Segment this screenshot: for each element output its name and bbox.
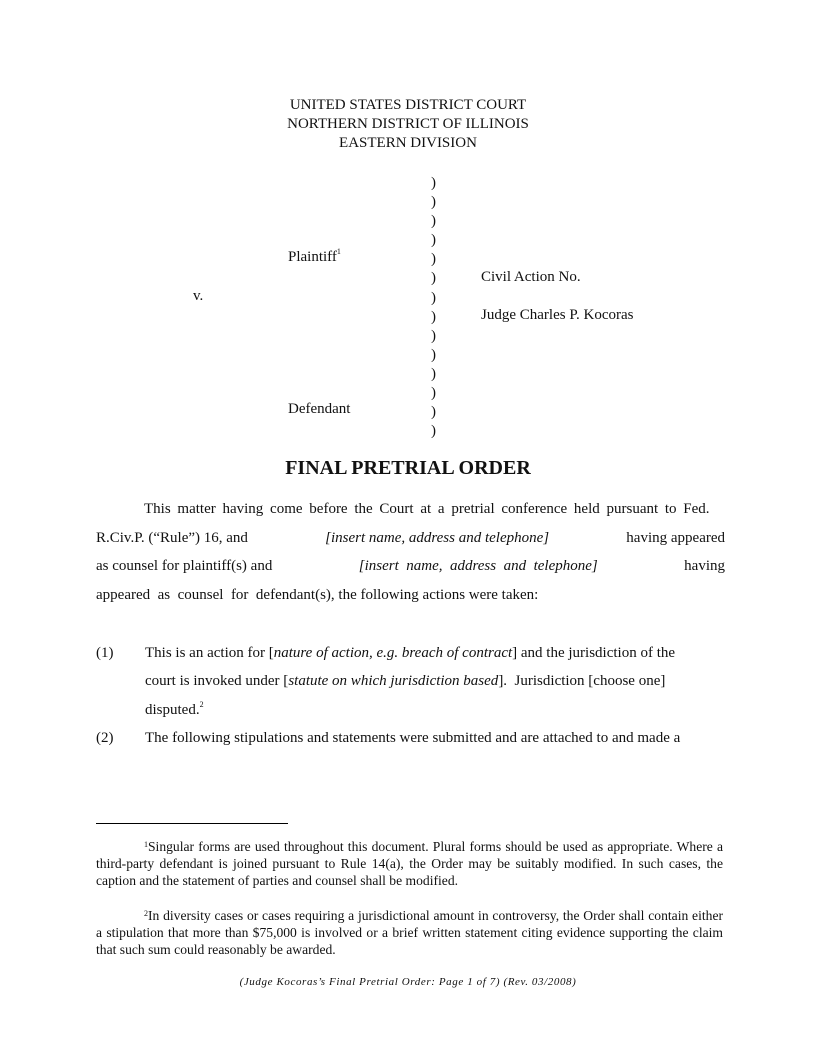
versus-label: v. bbox=[193, 288, 204, 304]
footnote-2 bbox=[96, 907, 723, 958]
intro-line-1 bbox=[144, 501, 725, 518]
item-2-line-1: The following stipulations and statements were submitted and are attached to and made a bbox=[145, 730, 681, 746]
paren: ) bbox=[431, 327, 436, 344]
intro-line-3 bbox=[96, 558, 725, 575]
paren: ) bbox=[431, 213, 436, 230]
defendant-label: Defendant bbox=[288, 401, 351, 417]
footnote-1-number: 1 bbox=[144, 840, 148, 849]
caption-parentheses bbox=[431, 174, 436, 441]
item-1-line-1: This is an action for [nature of action, e.g. breach of contract] and the jurisdiction of the bbox=[145, 645, 676, 661]
insert-placeholder-plaintiff: [insert name, address and telephone] bbox=[325, 530, 550, 546]
item-1-number: (1) bbox=[96, 645, 114, 661]
footnote-ref-2[interactable]: 2 bbox=[199, 700, 204, 709]
paren: ) bbox=[431, 194, 436, 211]
paren: ) bbox=[431, 270, 436, 287]
footnote-1-text: Singular forms are used throughout this document. Plural forms should be used as appropriate. Where a third-party defendant is joined pursuant to Rule 14(a), the Order may be suitably modified. In such cases, the caption and the statement of parties and counsel shall be modified. bbox=[96, 839, 723, 888]
court-district: NORTHERN DISTRICT OF ILLINOIS bbox=[287, 116, 529, 132]
footnote-2-number: 2 bbox=[144, 909, 148, 918]
intro-line-4: appeared as counsel for defendant(s), the following actions were taken: bbox=[96, 587, 539, 603]
plaintiff-label: Plaintiff$^1$ bbox=[288, 247, 341, 265]
paren: ) bbox=[431, 423, 436, 440]
page-title: FINAL PRETRIAL ORDER bbox=[285, 457, 531, 479]
paren: ) bbox=[431, 175, 436, 191]
paren: ) bbox=[431, 346, 436, 363]
court-division: EASTERN DIVISION bbox=[339, 135, 477, 151]
paren: ) bbox=[431, 289, 436, 306]
item-1-line-3: disputed.$^2$ bbox=[145, 700, 204, 718]
intro-text: This matter having come before the Court at a pretrial conference held pursuant to Fed. bbox=[144, 501, 710, 517]
civil-action-no: Civil Action No. bbox=[481, 269, 581, 285]
page-footer: (Judge Kocoras’s Final Pretrial Order: Page 1 of 7) (Rev. 03/2008) bbox=[239, 976, 577, 988]
intro-text: R.Civ.P. (“Rule”) 16, and bbox=[96, 530, 248, 546]
item-2-number: (2) bbox=[96, 730, 114, 746]
paren: ) bbox=[431, 385, 436, 402]
intro-text: as counsel for plaintiff(s) and bbox=[96, 558, 273, 574]
paren: ) bbox=[431, 365, 436, 382]
footnote-2-text: In diversity cases or cases requiring a jurisdictional amount in controversy, the Order shall contain either a stipulation that more than $75,000 is involved or a brief written statement citing evidence supporting the claim that such sum could reasonably be awarded. bbox=[96, 908, 723, 957]
insert-placeholder-defendant: [insert name, address and telephone] bbox=[358, 558, 598, 574]
intro-text: having appeared bbox=[626, 530, 725, 546]
judge-name: Judge Charles P. Kocoras bbox=[481, 307, 634, 323]
paren: ) bbox=[431, 404, 436, 421]
intro-line-2 bbox=[96, 530, 725, 547]
court-name: UNITED STATES DISTRICT COURT bbox=[289, 97, 527, 113]
footnote-divider bbox=[96, 823, 288, 824]
court-header bbox=[0, 96, 816, 153]
intro-text: having bbox=[684, 558, 725, 574]
paren: ) bbox=[431, 308, 436, 325]
footnote-ref-1[interactable]: 1 bbox=[336, 247, 341, 256]
item-1-line-2: court is invoked under [statute on which jurisdiction based]. Jurisdiction [choose one] bbox=[145, 673, 666, 689]
footnote-1 bbox=[96, 838, 723, 889]
paren: ) bbox=[431, 232, 436, 249]
paren: ) bbox=[431, 251, 436, 268]
